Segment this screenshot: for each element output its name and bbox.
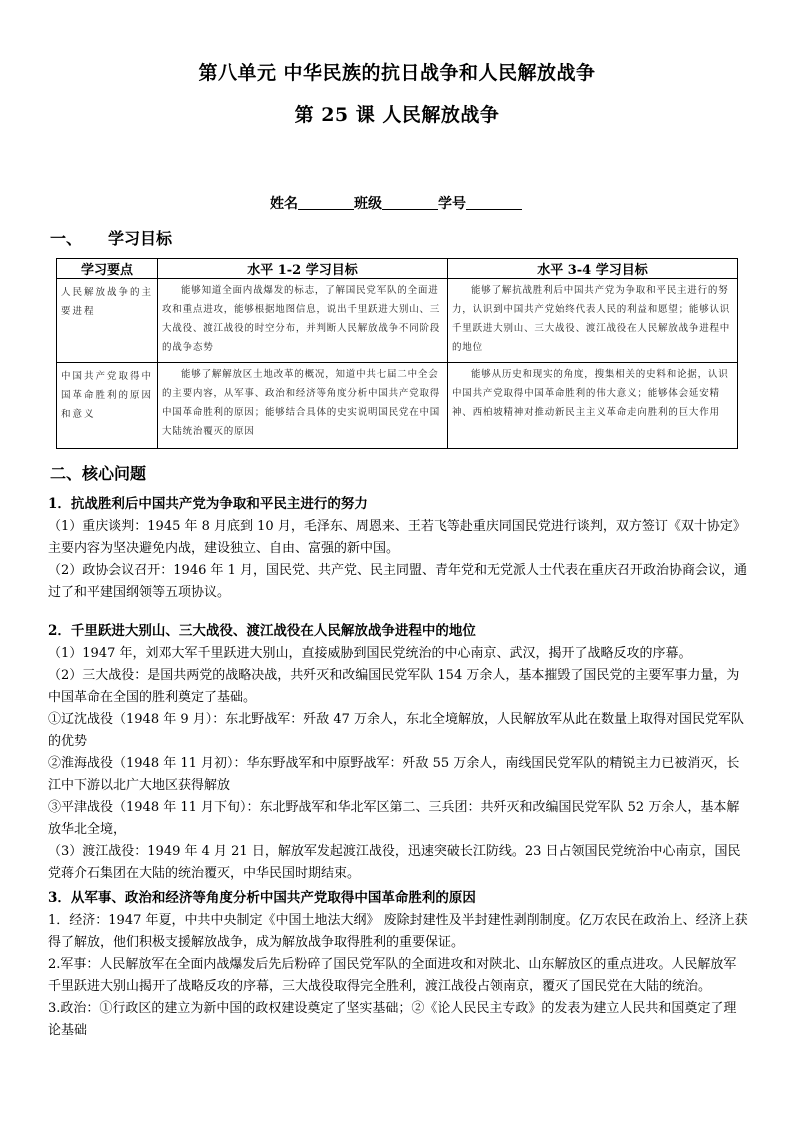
question-title: 1．抗战胜利后中国共产党为争取和平民主进行的努力 (48, 496, 368, 512)
table-header: 学习要点 (57, 259, 158, 279)
name-blank[interactable] (298, 195, 354, 210)
number-label: 学号 (438, 196, 466, 212)
paragraph: （2）政协会议召开：1946 年 1 月，国民党、共产党、民主同盟、青年党和无党派人士代表在重庆召开政治协商会议，通过了和平建国纲领等五项协议。 (48, 563, 748, 600)
paragraph: ③平津战役（1948 年 11 月下旬）：东北野战军和华北军区第二、三兵团：共歼灭和改编国民党军队 52 万余人，基本解放华北全境， (48, 800, 740, 837)
paragraph: ②淮海战役（1948 年 11 月初）：华东野战军和中原野战军：歼敌 55 万余人，南线国民党军队的精锐主力已被消灭，长江中下游以北广大地区获得解放 (48, 756, 740, 793)
name-label: 姓名 (270, 196, 298, 212)
question-title: 3．从军事、政治和经济等角度分析中国共产党取得中国革命胜利的原因 (48, 890, 476, 906)
section-heading-core: 二、核心问题 (50, 464, 147, 483)
section-title: 学习目标 (108, 229, 173, 248)
table-cell-point: 中国共产党取得中国革命胜利的原因和意义 (57, 363, 158, 449)
paragraph: 3.政治：①行政区的建立为新中国的政权建设奠定了坚实基础；②《论人民民主专政》的发表为建立人民共和国奠定了理论基础 (48, 1001, 737, 1038)
question-2 (48, 620, 748, 885)
objectives-table (56, 258, 738, 449)
paragraph: 1．经济：1947 年夏，中共中央制定《中国土地法大纲》 废除封建性及半封建性剥削制度。亿万农民在政治上、经济上获得了解放，他们积极支援解放战争，成为解放战争取得胜利的重要保证。 (48, 913, 748, 950)
class-label: 班级 (354, 196, 382, 212)
number-blank[interactable] (466, 195, 522, 210)
paragraph: （1）1947 年，刘邓大军千里跃进大别山，直接威胁到国民党统治的中心南京、武汉，揭开了战略反攻的序幕。 (48, 646, 692, 661)
lesson-title: 第 25 课 人民解放战争 (294, 104, 500, 126)
table-cell-level34: 能够从历史和现实的角度，搜集相关的史料和论据，认识中国共产党取得中国革命胜利的伟大意义；能够体会延安精神、西柏坡精神对推动新民主主义革命走向胜利的巨大作用 (448, 363, 738, 449)
table-header: 水平 3-4 学习目标 (448, 259, 738, 279)
table-cell-level34: 能够了解抗战胜利后中国共产党为争取和平民主进行的努力，认识到中国共产党始终代表人民的利益和愿望；能够认识千里跃进大别山、三大战役、渡江战役在人民解放战争进程中的地位 (448, 279, 738, 363)
paragraph: （2）三大战役：是国共两党的战略决战，共歼灭和改编国民党军队 154 万余人，基本摧毁了国民党的主要军事力量，为中国革命在全国的胜利奠定了基础。 (48, 668, 740, 705)
question-1 (48, 493, 748, 604)
class-blank[interactable] (382, 195, 438, 210)
paragraph: ①辽沈战役（1948 年 9 月）：东北野战军：歼敌 47 万余人，东北全境解放，人民解放军从此在数量上取得对国民党军队的优势 (48, 712, 745, 749)
table-header-row (57, 259, 738, 279)
table-cell-level12: 能够了解解放区土地改革的概况，知道中共七届二中全会的主要内容，从军事、政治和经济等角度分析中国共产党取得中国革命胜利的原因；能够结合具体的史实说明国民党在中国大陆统治覆灭的原因 (158, 363, 448, 449)
unit-title: 第八单元 中华民族的抗日战争和人民解放战争 (198, 62, 596, 84)
question-title: 2．千里跃进大别山、三大战役、渡江战役在人民解放战争进程中的地位 (48, 623, 476, 639)
table-cell-level12: 能够知道全面内战爆发的标志，了解国民党军队的全面进攻和重点进攻，能够根据地图信息，说出千里跃进大别山、三大战役、渡江战役的时空分布，并判断人民解放战争不同阶段的战争态势 (158, 279, 448, 363)
table-row (57, 279, 738, 363)
table-cell-point: 人民解放战争的主要进程 (57, 279, 158, 363)
question-3 (48, 887, 748, 1042)
table-row (57, 363, 738, 449)
table-header: 水平 1-2 学习目标 (158, 259, 448, 279)
student-info-bar (270, 193, 522, 213)
paragraph: 2.军事：人民解放军在全面内战爆发后先后粉碎了国民党军队的全面进攻和对陕北、山东解放区的重点进攻。人民解放军千里跃进大别山揭开了战略反攻的序幕，三大战役取得完全胜利，渡江战役占领南京，覆灭了国民党在大陆的统治。 (48, 957, 737, 994)
paragraph: （3）渡江战役：1949 年 4 月 21 日，解放军发起渡江战役，迅速突破长江防线。23 日占领国民党统治中心南京，国民党蒋介石集团在大陆的统治覆灭，中华民国时期结束。 (48, 844, 741, 881)
section-number: 一、 (50, 229, 83, 248)
section-heading-objectives (50, 226, 172, 249)
paragraph: （1）重庆谈判：1945 年 8 月底到 10 月，毛泽东、周恩来、王若飞等赴重庆同国民党进行谈判，双方签订《双十协定》 主要内容为坚决避免内战，建设独立、自由、富强的新中国。 (48, 519, 746, 556)
